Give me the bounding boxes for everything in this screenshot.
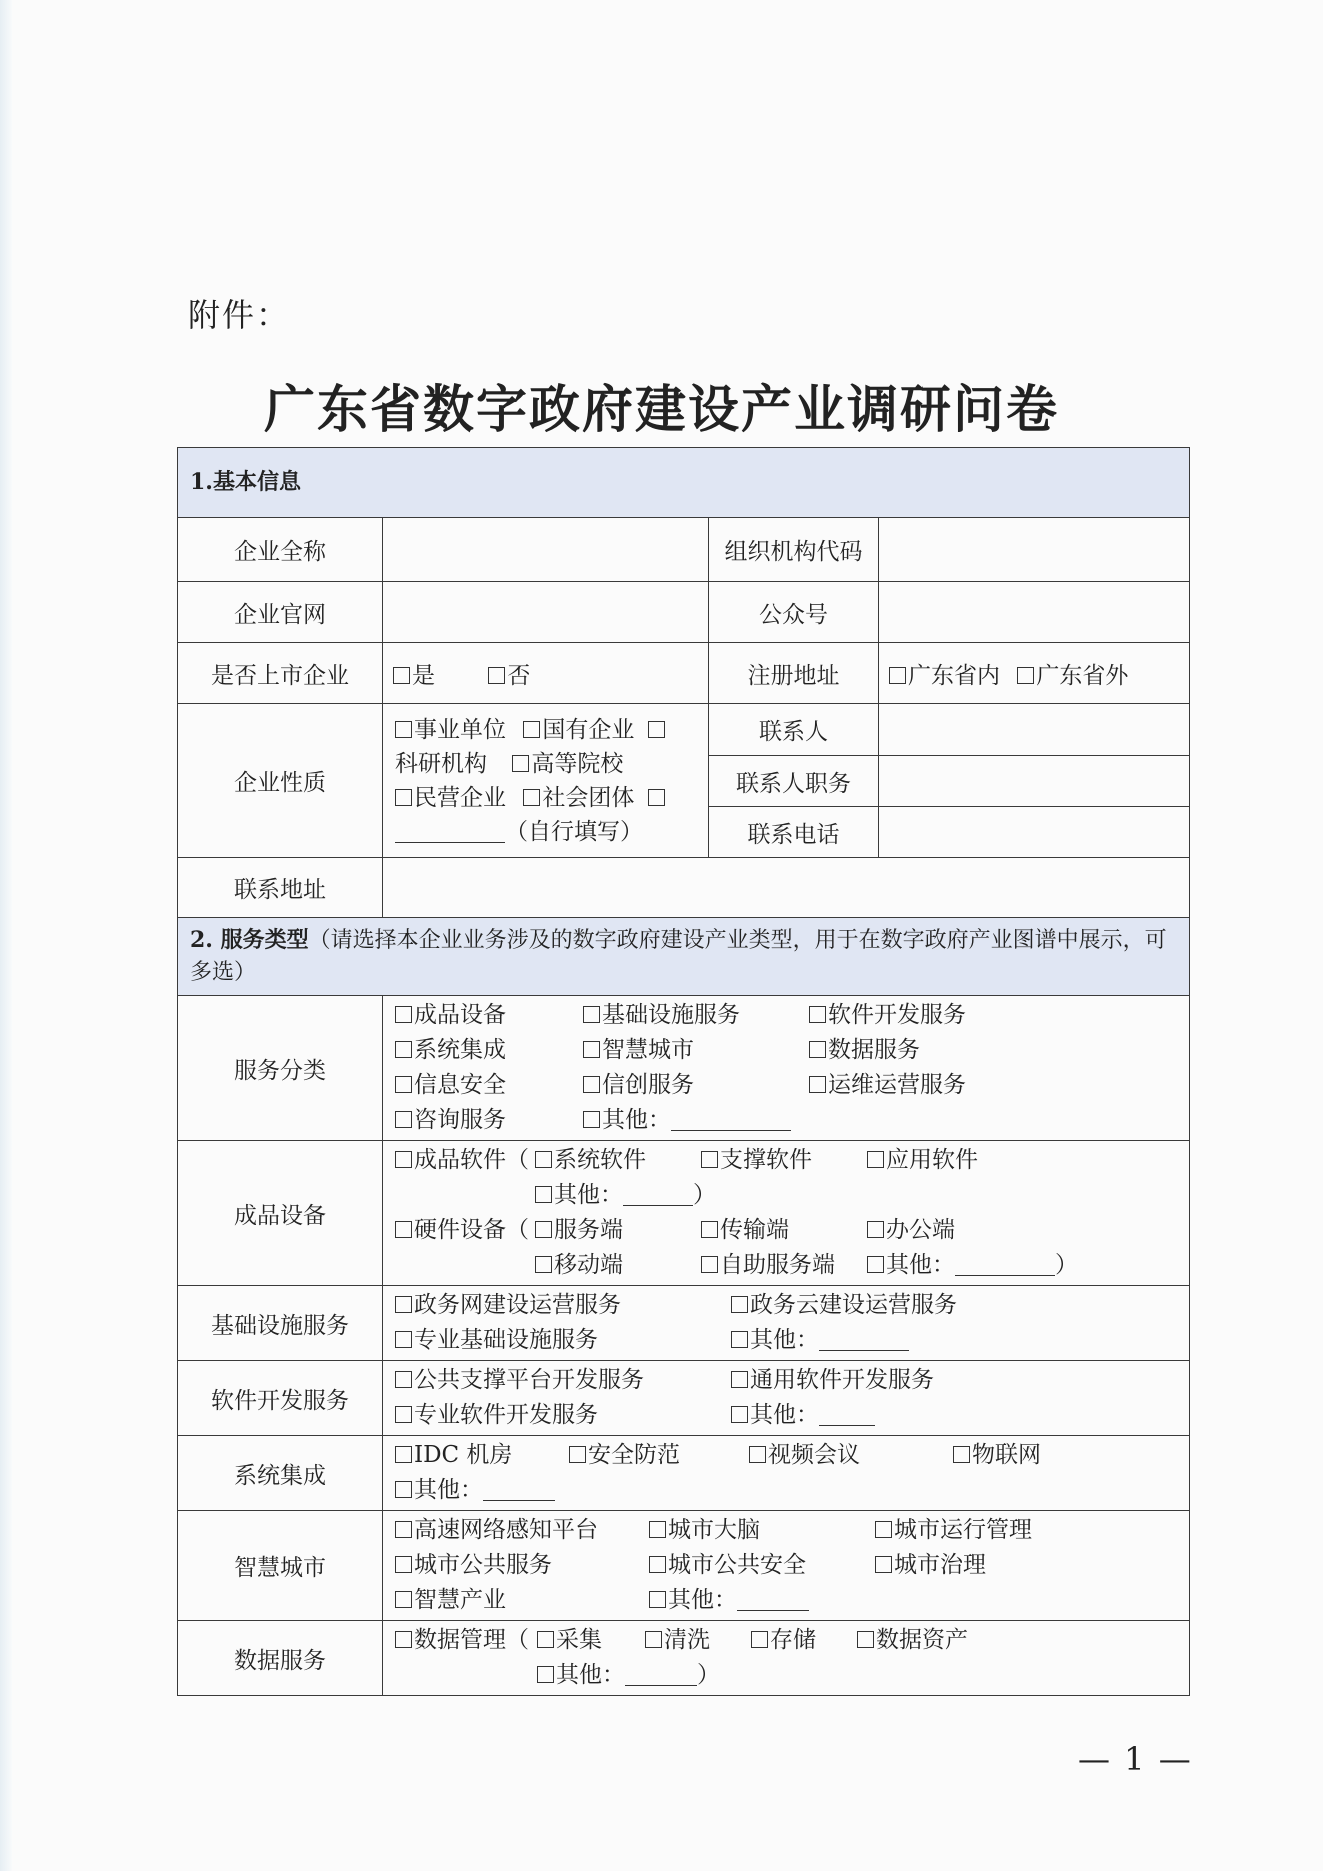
products-options [383,1141,1190,1286]
integration-options [383,1436,1190,1511]
software-dev-options [383,1361,1190,1436]
checkbox[interactable] [731,1296,748,1313]
checkbox[interactable] [395,1221,412,1238]
survey-form [177,447,1190,1696]
smart-city-option[interactable]: 城市大脑 [649,1513,875,1548]
software-dev-option[interactable]: 通用软件开发服务 [731,1363,934,1398]
infrastructure-label: 基础设施服务 [178,1286,383,1361]
service-option[interactable]: 运维运营服务 [809,1068,966,1103]
reg-out-option[interactable]: 广东省外 [1017,657,1128,690]
software-option[interactable]: 支撑软件 [701,1143,867,1178]
software-dev-option[interactable]: 公共支撑平台开发服务 [395,1363,731,1398]
section1-title: 1.基本信息 [190,469,301,495]
other-blank[interactable] [671,1108,791,1131]
checkbox[interactable] [751,1631,768,1648]
contact-person-label: 联系人 [709,704,879,756]
hardware-option[interactable]: 移动端 [535,1248,701,1283]
listed-yes-option[interactable]: 是 [393,657,435,690]
smart-city-option[interactable]: 高速网络感知平台 [395,1513,649,1548]
org-code-label: 组织机构代码 [709,518,879,582]
nature-option[interactable]: 国有企业 [523,713,634,747]
checkbox[interactable] [731,1331,748,1348]
checkbox[interactable] [395,1521,412,1538]
checkbox[interactable] [537,1666,554,1683]
software-dev-option[interactable]: 专业软件开发服务 [395,1398,731,1433]
software-dev-label: 软件开发服务 [178,1361,383,1436]
checkbox[interactable] [701,1151,718,1168]
smart-city-option[interactable]: 城市运行管理 [875,1513,1032,1548]
website-label: 企业官网 [178,582,383,643]
checkbox[interactable] [875,1556,892,1573]
integration-option[interactable]: 物联网 [953,1438,1041,1473]
products-label: 成品设备 [178,1141,383,1286]
integration-option[interactable]: 视频会议 [749,1438,953,1473]
checkbox[interactable] [395,721,412,738]
checkbox[interactable] [857,1631,874,1648]
section2-title: 2. 服务类型 [190,927,309,953]
listed-label: 是否上市企业 [178,643,383,704]
other-blank[interactable] [819,1403,875,1426]
document-title: 广东省数字政府建设产业调研问卷 [263,380,1059,440]
service-option[interactable]: 信息安全 [395,1068,583,1103]
company-name-label: 企业全称 [178,518,383,582]
software-option[interactable]: 应用软件 [867,1143,978,1178]
checkbox[interactable] [583,1041,600,1058]
checkbox[interactable] [395,1331,412,1348]
data-service-option[interactable]: 清洗 [645,1623,751,1658]
checkbox[interactable] [809,1041,826,1058]
checkbox[interactable] [701,1221,718,1238]
data-service-other-option[interactable]: 其他： ） [537,1658,720,1693]
public-account-label: 公众号 [709,582,879,643]
data-service-option[interactable]: 数据资产 [857,1623,968,1658]
data-mgmt-group[interactable]: 数据管理（ [395,1623,537,1658]
service-other-option[interactable]: 其他： [583,1103,791,1138]
checkbox[interactable] [749,1446,766,1463]
smart-city-other-option[interactable]: 其他： [649,1583,809,1618]
software-other-option[interactable]: 其他： ） [535,1178,716,1213]
checkbox[interactable] [649,1591,666,1608]
infrastructure-option[interactable]: 政务云建设运营服务 [731,1288,957,1323]
checkbox[interactable] [395,1406,412,1423]
checkbox[interactable] [395,1151,412,1168]
smart-city-option[interactable]: 城市公共服务 [395,1548,649,1583]
public-account-field[interactable] [879,582,1190,643]
checkbox[interactable] [1017,667,1034,684]
checkbox[interactable] [649,1556,666,1573]
reg-in-option[interactable]: 广东省内 [889,657,1000,690]
checkbox[interactable] [395,1446,412,1463]
integration-option[interactable]: IDC 机房 [395,1438,569,1473]
checkbox[interactable] [395,1041,412,1058]
infrastructure-option[interactable]: 专业基础设施服务 [395,1323,731,1358]
company-name-field[interactable] [383,518,709,582]
service-option[interactable]: 软件开发服务 [809,998,966,1033]
infrastructure-other-option[interactable]: 其他： [731,1323,909,1358]
checkbox[interactable] [395,1296,412,1313]
checkbox[interactable] [583,1006,600,1023]
checkbox[interactable] [731,1406,748,1423]
checkbox[interactable] [535,1151,552,1168]
checkbox[interactable] [537,1631,554,1648]
checkbox[interactable] [701,1256,718,1273]
contact-phone-label: 联系电话 [709,807,879,858]
page-number: — 1 — [1078,1740,1193,1778]
section2-note: （请选择本企业业务涉及的数字政府建设产业类型，用于在数字政府产业图谱中展示，可多选） [190,928,1167,985]
service-category-options [383,996,1190,1141]
software-group[interactable]: 成品软件（ [395,1143,535,1178]
org-code-field[interactable] [879,518,1190,582]
checkbox[interactable] [512,755,529,772]
listed-options [383,643,709,704]
software-option[interactable]: 系统软件 [535,1143,701,1178]
checkbox[interactable] [395,1111,412,1128]
checkbox[interactable] [395,789,412,806]
checkbox[interactable] [648,789,665,806]
nature-fill-blank[interactable] [395,820,505,843]
checkbox[interactable] [535,1256,552,1273]
checkbox[interactable] [535,1186,552,1203]
integration-option[interactable]: 安全防范 [569,1438,749,1473]
hardware-option[interactable]: 服务端 [535,1213,701,1248]
service-option[interactable]: 信创服务 [583,1068,809,1103]
other-blank[interactable] [483,1478,555,1501]
nature-options [383,704,709,858]
checkbox[interactable] [395,1591,412,1608]
nature-label: 企业性质 [178,704,383,858]
hardware-option[interactable]: 自助服务端 [701,1248,867,1283]
infrastructure-option[interactable]: 政务网建设运营服务 [395,1288,731,1323]
section1-header [178,448,1190,518]
nature-option[interactable]: 社会团体 [523,781,634,815]
service-option[interactable]: 成品设备 [395,998,583,1033]
service-option[interactable]: 系统集成 [395,1033,583,1068]
data-service-label: 数据服务 [178,1621,383,1696]
checkbox[interactable] [867,1151,884,1168]
data-service-options [383,1621,1190,1696]
smart-city-label: 智慧城市 [178,1511,383,1621]
other-blank[interactable] [955,1253,1055,1276]
checkbox[interactable] [395,1631,412,1648]
contact-person-field[interactable] [879,704,1190,756]
checkbox[interactable] [395,1371,412,1388]
checkbox[interactable] [523,789,540,806]
checkbox[interactable] [809,1076,826,1093]
hardware-group[interactable]: 硬件设备（ [395,1213,535,1248]
contact-title-label: 联系人职务 [709,756,879,807]
hardware-option[interactable]: 传输端 [701,1213,867,1248]
checkbox[interactable] [867,1256,884,1273]
nature-option[interactable]: 事业单位 [395,713,506,747]
service-option[interactable]: 咨询服务 [395,1103,583,1138]
checkbox[interactable] [583,1076,600,1093]
contact-address-label: 联系地址 [178,858,383,918]
checkbox[interactable] [395,1076,412,1093]
checkbox[interactable] [393,667,410,684]
checkbox[interactable] [867,1221,884,1238]
integration-label: 系统集成 [178,1436,383,1511]
smart-city-options [383,1511,1190,1621]
nature-fill-note: （自行填写） [505,818,643,845]
other-blank[interactable] [737,1588,809,1611]
contact-title-field[interactable] [879,756,1190,807]
checkbox[interactable] [569,1446,586,1463]
checkbox[interactable] [953,1446,970,1463]
checkbox[interactable] [535,1221,552,1238]
checkbox[interactable] [395,1481,412,1498]
hardware-other-option[interactable]: 其他： ） [867,1248,1078,1283]
checkbox[interactable] [648,721,665,738]
checkbox[interactable] [809,1006,826,1023]
checkbox[interactable] [488,667,505,684]
data-service-option[interactable]: 采集 [537,1623,645,1658]
other-blank[interactable] [623,1183,693,1206]
integration-other-option[interactable]: 其他： [395,1473,555,1508]
smart-city-option[interactable]: 城市治理 [875,1548,986,1583]
attachment-label: 附件： [188,296,291,334]
other-blank[interactable] [625,1663,697,1686]
website-field[interactable] [383,582,709,643]
section2-header [178,918,1190,996]
service-option[interactable]: 智慧城市 [583,1033,809,1068]
nature-option[interactable]: 民营企业 [395,781,506,815]
nature-option[interactable]: 高等院校 [512,747,623,781]
checkbox[interactable] [645,1631,662,1648]
listed-no-option[interactable]: 否 [488,657,530,690]
data-service-option[interactable]: 存储 [751,1623,857,1658]
smart-city-option[interactable]: 城市公共安全 [649,1548,875,1583]
contact-phone-field[interactable] [879,807,1190,858]
other-blank[interactable] [819,1328,909,1351]
service-option[interactable]: 基础设施服务 [583,998,809,1033]
scan-edge [0,0,12,1871]
contact-address-field[interactable] [383,858,1190,918]
software-dev-other-option[interactable]: 其他： [731,1398,875,1433]
reg-address-label: 注册地址 [709,643,879,704]
reg-address-options [879,643,1190,704]
checkbox[interactable] [395,1006,412,1023]
checkbox[interactable] [523,721,540,738]
service-option[interactable]: 数据服务 [809,1033,920,1068]
hardware-option[interactable]: 办公端 [867,1213,955,1248]
checkbox[interactable] [649,1521,666,1538]
service-category-label: 服务分类 [178,996,383,1141]
infrastructure-options [383,1286,1190,1361]
checkbox[interactable] [395,1556,412,1573]
checkbox[interactable] [731,1371,748,1388]
checkbox[interactable] [889,667,906,684]
checkbox[interactable] [583,1111,600,1128]
nature-option[interactable]: 科研机构 [395,750,487,777]
checkbox[interactable] [875,1521,892,1538]
smart-city-option[interactable]: 智慧产业 [395,1583,649,1618]
